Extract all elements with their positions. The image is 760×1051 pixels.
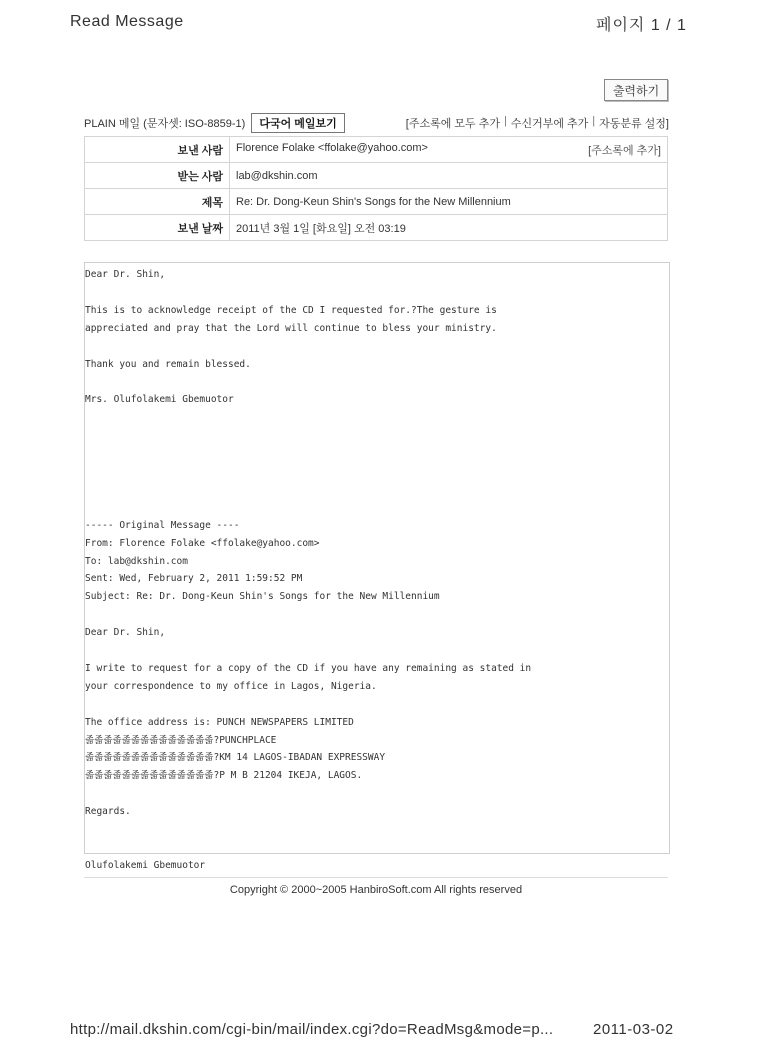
block-sender-link[interactable]: 수신거부에 추가 xyxy=(510,118,589,130)
footer-divider xyxy=(84,877,668,878)
add-all-contacts-link[interactable]: [주소록에 모두 추가 xyxy=(405,118,500,130)
add-contact-link[interactable]: [주소록에 추가] xyxy=(588,144,661,157)
print-footer-date: 2011-03-02 xyxy=(593,1021,674,1038)
copyright-brand: HanbiroSoft.com xyxy=(349,884,432,896)
copyright-notice xyxy=(84,884,668,896)
plain-mail-charset-label: PLAIN 메일 (문자셋: ISO-8859-1) xyxy=(84,118,246,130)
subject-value: Re: Dr. Dong-Keun Shin's Songs for the New Millennium xyxy=(230,189,668,215)
from-value: Florence Folake <ffolake@yahoo.com> xyxy=(236,141,428,154)
from-cell xyxy=(230,137,668,163)
toolbar-links xyxy=(406,115,669,131)
header-row-subject xyxy=(85,189,668,215)
header-row-to xyxy=(85,163,668,189)
message-body-box xyxy=(84,262,670,871)
date-label: 보낸 날짜 xyxy=(85,215,230,241)
to-value: lab@dkshin.com xyxy=(230,163,668,189)
copyright-suffix: All rights reserved xyxy=(431,884,523,896)
message-body-text: Dear Dr. Shin, This is to acknowledge receipt of the CD I requested for.?The gesture is appreciated and pray that the Lord will continue to bless your ministry. Thank you and remain blessed. Mrs. Olufolakemi Gbemuotor ----- Original Message ---- From: Florence Folake <ffolake@yahoo.com> To: lab@dkshin.com Sent: Wed, February 2, 2011 1:59:52 PM Subject: Re: Dr. Dong-Keun Shin's Songs for the New Millennium Dear Dr. Shin, I write to request for a copy of the CD if you have any remaining as stated in your correspondence to my office in Lagos, Nigeria. The office address is: PUNCH NEWSPAPERS LIMITED 졻졻졻졻졻졻졻졻졻졻졻졻졻졻?PUNCHPLACE 졻졻졻졻졻졻졻졻졻졻졻졻졻졻?KM 14 LAGOS-IBADAN EXPRESSWAY 졻졻졻졻졻졻졻졻졻졻졻졻졻졻?P M B 21204 IKEJA, LAGOS. Regards. Olufolakemi Gbemuotor xyxy=(85,269,532,871)
mail-toolbar xyxy=(84,114,669,132)
page-indicator: 페이지 1 / 1 xyxy=(596,17,687,34)
multilang-view-button[interactable]: 다국어 메일보기 xyxy=(251,113,344,133)
copyright-prefix: Copyright © 2000~2005 xyxy=(229,884,350,896)
subject-label: 제목 xyxy=(85,189,230,215)
header-row-date xyxy=(85,215,668,241)
print-page-title: Read Message xyxy=(70,13,184,30)
date-value: 2011년 3월 1일 [화요일] 오전 03:19 xyxy=(230,215,668,241)
separator: | xyxy=(592,115,596,127)
to-label: 받는 사람 xyxy=(85,163,230,189)
message-header-table xyxy=(84,136,668,241)
separator: | xyxy=(503,115,507,127)
print-footer-url: http://mail.dkshin.com/cgi-bin/mail/index.cgi?do=ReadMsg&mode=p... xyxy=(70,1021,554,1038)
from-label: 보낸 사람 xyxy=(85,137,230,163)
print-button[interactable]: 출력하기 xyxy=(604,79,668,101)
header-row-from xyxy=(85,137,668,163)
auto-filter-link[interactable]: 자동분류 설정] xyxy=(599,118,669,130)
